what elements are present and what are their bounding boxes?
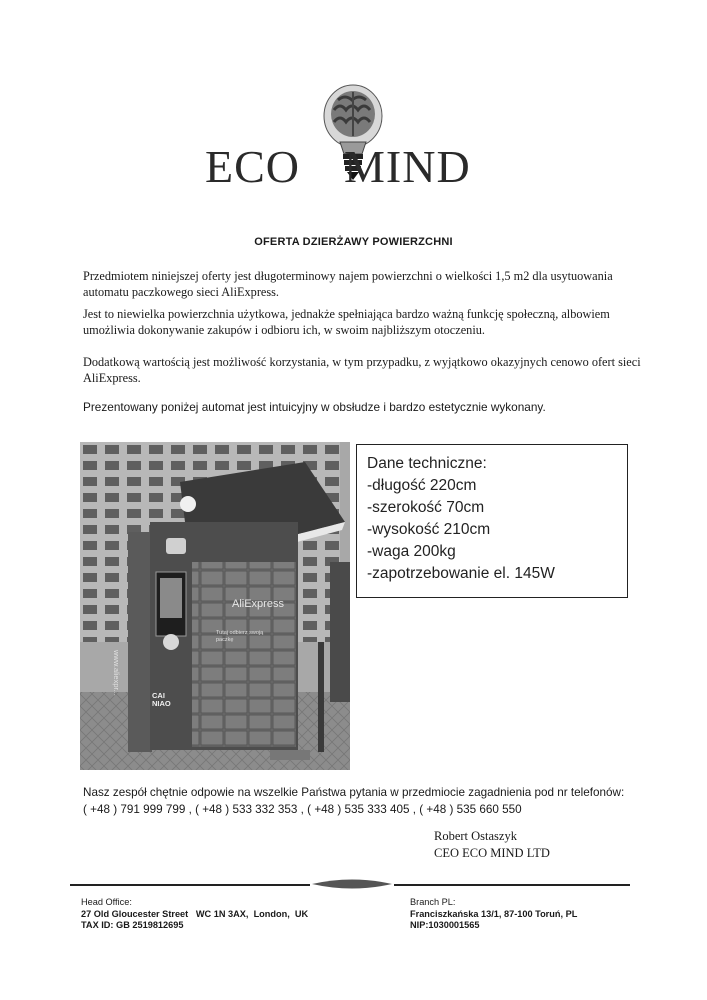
head-office-address: 27 Old Gloucester Street WC 1N 3AX, London, UK xyxy=(81,908,309,919)
spec-width: -szerokość 70cm xyxy=(367,499,485,516)
footer-branch xyxy=(410,897,650,932)
paragraph-1: Przedmiotem niniejszej oferty jest długoterminowy najem powierzchni o wielkości 1,5 m2 dla usytuowania automatu paczkowego sieci AliExpress. xyxy=(83,269,613,299)
spec-weight: -waga 200kg xyxy=(367,543,456,560)
spec-power: -zapotrzebowanie el. 145W xyxy=(367,565,555,582)
paragraph-4: Prezentowany poniżej automat jest intuicyjny w obsłudze i bardzo estetycznie wykonany. xyxy=(83,400,546,414)
footer-head-office xyxy=(81,897,381,932)
footer-rule-left xyxy=(70,884,310,886)
spec-height: -wysokość 210cm xyxy=(367,521,491,538)
paragraph-2: Jest to niewielka powierzchnia użytkowa, jednakże spełniająca bardzo ważną funkcję społeczną, albowiem umożliwia dokonywanie zakupów i odbioru ich, w swoim najbliższym otoczeniu. xyxy=(83,307,610,337)
photo-logo-text: CAI NIAO xyxy=(152,691,171,708)
signatory-name: Robert Ostaszyk xyxy=(434,829,517,843)
signatory-role: CEO ECO MIND LTD xyxy=(434,846,550,860)
footer-rule-right xyxy=(394,884,630,886)
footer-divider-ornament xyxy=(312,877,392,891)
photo-url-text: www.aliexpr... xyxy=(112,650,121,696)
photo-subtext: Tutaj odbierz swoją paczkę xyxy=(216,630,264,643)
head-office-tax-id: TAX ID: GB 2519812695 xyxy=(81,920,184,930)
logo-word-eco: ECO xyxy=(205,141,300,192)
parcel-locker-illustration xyxy=(80,442,350,770)
parcel-locker-photo xyxy=(80,442,350,770)
company-logo-text xyxy=(205,140,471,193)
branch-address: Franciszkańska 13/1, 87-100 Toruń, PL xyxy=(410,908,578,919)
spec-length: -długość 220cm xyxy=(367,477,477,494)
logo-word-mind: MIND xyxy=(344,141,471,192)
technical-specs-box xyxy=(356,444,628,598)
contact-intro: Nasz zespół chętnie odpowie na wszelkie Państwa pytania w przedmiocie zagadnienia pod nr telefonów: xyxy=(83,786,625,799)
contact-phones: ( +48 ) 791 999 799 , ( +48 ) 533 332 353 , ( +48 ) 535 333 405 , ( +48 ) 535 660 550 xyxy=(83,803,522,816)
document-title: OFERTA DZIERŻAWY POWIERZCHNI xyxy=(254,236,453,248)
head-office-label: Head Office: xyxy=(81,897,132,907)
paragraph-3: Dodatkową wartością jest możliwość korzystania, w tym przypadku, z wyjątkowo okazyjnych cenowo ofert sieci AliExpress. xyxy=(83,355,641,385)
specs-heading: Dane techniczne: xyxy=(367,455,487,472)
branch-nip: NIP:1030001565 xyxy=(410,920,480,930)
photo-brand-label: AliExpress xyxy=(232,598,284,610)
branch-label: Branch PL: xyxy=(410,897,456,907)
